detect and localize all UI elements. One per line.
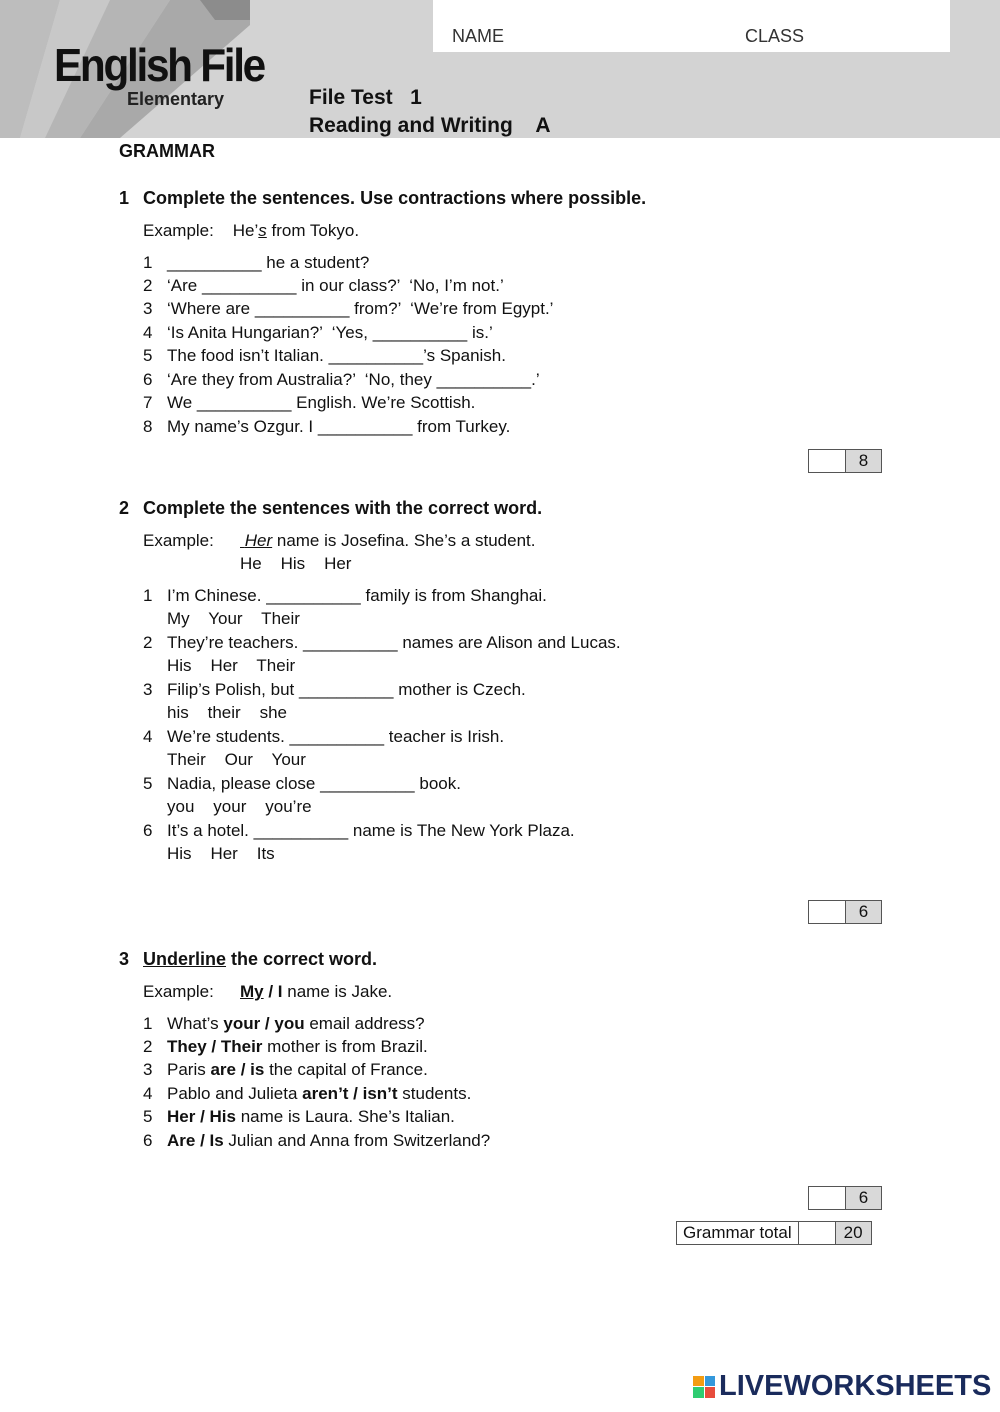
- list-item: My name’s Ozgur. I __________ from Turkey.: [167, 417, 511, 436]
- score-max: 6: [846, 901, 881, 923]
- test-subtitle: Reading and Writing A: [309, 114, 551, 137]
- exercise-2-example: Her name is Josefina. She’s a student.: [244, 531, 536, 550]
- word-options: His Her Its: [167, 844, 275, 863]
- list-item: __________ he a student?: [167, 253, 370, 272]
- list-item: The food isn’t Italian. __________’s Spanish.: [167, 346, 506, 365]
- list-item: Nadia, please close __________ book.: [167, 774, 461, 793]
- list-item: It’s a hotel. __________ name is The New York Plaza.: [167, 821, 575, 840]
- item-number: 3: [143, 680, 153, 699]
- list-item: They’re teachers. __________ names are Alison and Lucas.: [167, 633, 621, 652]
- item-number: 2: [143, 633, 153, 652]
- item-number: 4: [143, 1084, 153, 1103]
- list-item: ‘Are they from Australia?’ ‘No, they __________.’: [167, 370, 540, 389]
- list-item: ‘Where are __________ from?’ ‘We’re from Egypt.’: [167, 299, 554, 318]
- exercise-3-score-box: [808, 1186, 882, 1210]
- exercise-2-example-label: Example:: [143, 531, 214, 550]
- word-choice[interactable]: They / Their: [167, 1037, 263, 1056]
- grammar-total-label: Grammar total: [677, 1222, 799, 1244]
- logo-subtitle: Elementary: [127, 89, 225, 109]
- item-number: 5: [143, 346, 153, 365]
- item-number: 2: [143, 1037, 153, 1056]
- exercise-1-title: Complete the sentences. Use contractions where possible.: [143, 188, 647, 208]
- exercise-3-example: My / I name is Jake.: [240, 982, 393, 1001]
- exercise-1-score-box: [808, 449, 882, 473]
- exercise-1-number: 1: [119, 188, 130, 208]
- item-number: 3: [143, 299, 153, 318]
- list-item: ‘Is Anita Hungarian?’ ‘Yes, __________ is.’: [167, 323, 493, 342]
- test-title: File Test 1: [309, 86, 422, 109]
- item-number: 6: [143, 1131, 153, 1150]
- exercise-3-example-label: Example:: [143, 982, 214, 1001]
- item-number: 8: [143, 417, 153, 436]
- word-options: Their Our Your: [167, 750, 306, 769]
- list-item: What’s your / you email address?: [167, 1014, 425, 1033]
- score-max: 6: [846, 1187, 881, 1209]
- item-number: 5: [143, 774, 153, 793]
- exercise-2-number: 2: [119, 498, 130, 518]
- word-options: you your you’re: [167, 797, 312, 816]
- item-number: 2: [143, 276, 153, 295]
- grammar-total-box: [676, 1221, 872, 1245]
- list-item: ‘Are __________ in our class?’ ‘No, I’m not.’: [167, 276, 504, 295]
- item-number: 6: [143, 370, 153, 389]
- section-heading: GRAMMAR: [119, 141, 215, 161]
- class-label: CLASS: [745, 26, 805, 46]
- list-item: I’m Chinese. __________ family is from Shanghai.: [167, 586, 547, 605]
- exercise-1-example: Example: He’s from Tokyo.: [143, 221, 360, 240]
- liveworksheets-logo-icon: [693, 1376, 715, 1398]
- item-number: 6: [143, 821, 153, 840]
- list-item: Are / Is Julian and Anna from Switzerland?: [167, 1131, 491, 1150]
- exercise-2-score-box: [808, 900, 882, 924]
- score-entry[interactable]: [799, 1222, 836, 1244]
- item-number: 4: [143, 323, 153, 342]
- word-options: his their she: [167, 703, 287, 722]
- exercise-2-title: Complete the sentences with the correct word.: [143, 498, 543, 518]
- list-item: We __________ English. We’re Scottish.: [167, 393, 476, 412]
- item-number: 7: [143, 393, 153, 412]
- list-item: They / Their mother is from Brazil.: [167, 1037, 428, 1056]
- list-item: Her / His name is Laura. She’s Italian.: [167, 1107, 455, 1126]
- item-number: 1: [143, 1014, 153, 1033]
- exercise-3-number: 3: [119, 949, 130, 969]
- exercise-2-example-options: He His Her: [240, 554, 352, 573]
- word-choice[interactable]: aren’t / isn’t: [302, 1084, 398, 1103]
- score-max: 20: [836, 1222, 871, 1244]
- name-class-box: [433, 0, 950, 52]
- item-number: 4: [143, 727, 153, 746]
- word-choice[interactable]: are / is: [210, 1060, 265, 1079]
- logo-title: English File: [54, 39, 264, 91]
- liveworksheets-brand: [693, 1370, 991, 1403]
- exercise-3-title: Underline the correct word.: [143, 949, 378, 969]
- word-choice[interactable]: your / you: [223, 1014, 305, 1033]
- item-number: 3: [143, 1060, 153, 1079]
- word-options: His Her Their: [167, 656, 296, 675]
- brand-name: LIVEWORKSHEETS: [719, 1370, 992, 1402]
- name-label: NAME: [452, 26, 505, 46]
- score-entry[interactable]: [809, 1187, 846, 1209]
- list-item: Paris are / is the capital of France.: [167, 1060, 428, 1079]
- word-choice[interactable]: Her / His: [167, 1107, 236, 1126]
- score-entry[interactable]: [809, 450, 846, 472]
- score-max: 8: [846, 450, 881, 472]
- word-options: My Your Their: [167, 609, 300, 628]
- list-item: Filip’s Polish, but __________ mother is Czech.: [167, 680, 526, 699]
- list-item: Pablo and Julieta aren’t / isn’t students.: [167, 1084, 472, 1103]
- score-entry[interactable]: [809, 901, 846, 923]
- item-number: 1: [143, 253, 153, 272]
- item-number: 5: [143, 1107, 153, 1126]
- item-number: 1: [143, 586, 153, 605]
- list-item: We’re students. __________ teacher is Irish.: [167, 727, 505, 746]
- word-choice[interactable]: Are / Is: [167, 1131, 224, 1150]
